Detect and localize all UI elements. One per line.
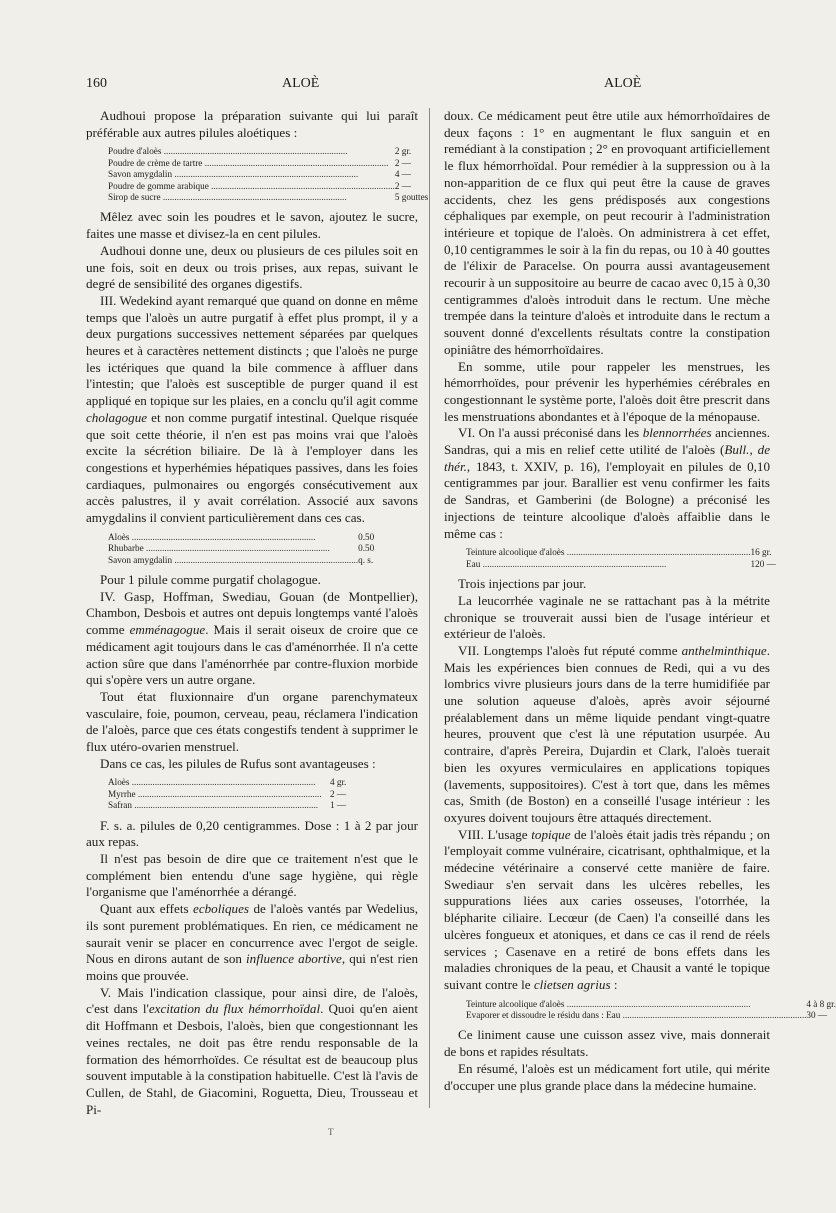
paragraph: III. Wedekind ayant remarqué que quand on donne en même temps que l'aloès un autre purgatif à effet plus prompt, il y a deux purgations successives nettement séparées par quelques heures et à caractères nettement distincts ; que l'aloès ne purge les ictériques que quand la bile commence à affluer dans l'intestin; que l'aloès est susceptible de purger quand il est appliqué en topique sur les plaies, en a conclu qu'il agit comme cholagogue et non comme purgatif intestinal. Quelque risquée que soit cette théorie, il n'en est pas moins vrai que l'aloès excite la sécrétion biliaire. De là à l'employer dans les congestions et hyperhémies hépatiques passives, dans les foies cardiaques, pulmonaires ou engorgés consécutivement aux accès palustres, il y avait corrélation. Associé aux savons amygdalins il convient particulièrement dans ces cas. (86, 292, 418, 526)
paragraph: VIII. L'usage topique de l'aloès était jadis très répandu ; on l'employait comme vulnéraire, cicatrisant, ophthalmique, et la médecine vétérinaire a conservé cette manière de faire. Swediaur s'en servait dans les ulcères rebelles, les suppurations liées aux caries osseuses, l'otorrhée, la blépharite ciliaire. Lecœur (de Caen) l'a conseillé dans les ulcères fongueux et atoniques, et dans ce cas il rend de réels services ; Casenave en a retiré de bons effets dans les maladies chroniques de la peau, et Chausit a vanté le topique suivant contre le clietsen agrius : (444, 826, 770, 992)
ingredient-quantity: 2 gr. (394, 146, 412, 157)
paragraph: Il n'est pas besoin de dire que ce traitement n'est que le complément bien entendu d'une sage hygiène, qui règle l'organisme que l'aménorrhée a dérangé. (86, 851, 418, 900)
paragraph: Audhoui propose la préparation suivante qui lui paraît préférable aux autres pilules aloétiques : (86, 108, 418, 140)
ingredient-name: Aloès ................................................................................ (108, 777, 316, 788)
recipe-table (466, 547, 776, 570)
signature-mark: T (328, 1127, 334, 1137)
column-divider (429, 108, 430, 1108)
ingredient-name: Teinture alcoolique d'aloès ................................................................................ (466, 998, 751, 1009)
paragraph: La leucorrhée vaginale ne se rattachant pas à la métrite chronique se trouverait aussi bien de l'usage intérieur et extérieur de l'aloès. (444, 592, 770, 642)
ingredient-name: Eau ................................................................................ (466, 558, 667, 569)
paragraph: V. Mais l'indication classique, pour ainsi dire, de l'aloès, c'est dans l'excitation du flux hémorrhoïdal. Quoi qu'en aient dit Hoffmann et Desbois, l'aloès, bien que congestionnant les veines rectales, ne doit pas être rendu responsable de la formation des hémorrhoïdes. Ce résultat est de beaucoup plus souvent imputable à la constipation habituelle. C'est là l'avis de Cullen, de Stahl, de Giacomini, Roguetta, Dieu, Trousseau et Pi- (86, 984, 418, 1117)
paragraph: Audhoui donne une, deux ou plusieurs de ces pilules soit en une fois, soit en deux ou trois prises, aux repas, suivant le degré de sensibilité des organes digestifs. (86, 242, 418, 292)
ingredient-quantity: 4 gr. (330, 777, 347, 788)
ingredient-quantity: 4 — (394, 169, 411, 180)
recipe-row (108, 146, 428, 157)
page-number: 160 (86, 76, 107, 91)
ingredient-quantity: 2 — (330, 788, 347, 799)
ingredient-quantity: 0.50 (358, 531, 375, 542)
recipe-row (466, 559, 776, 570)
paragraph: Pour 1 pilule comme purgatif cholagogue. (100, 572, 321, 588)
ingredient-name: Safran ................................................................................ (108, 800, 319, 811)
ingredient-name: Poudre d'aloès ................................................................................ (108, 146, 348, 157)
paragraph: Mêlez avec soin les poudres et le savon, ajoutez le sucre, faites une masse et divisez-la en cent pilules. (86, 209, 418, 242)
recipe-row (108, 777, 346, 788)
paragraph: Tout état fluxionnaire d'un organe parenchymateux vasculaire, foie, poumon, cerveau, peau, réclamera l'indication de l'aloès, parce que ces états congestifs tendent à supprimer le flux utéro-ovarien menstruel. (86, 688, 418, 755)
paragraph: doux. Ce médicament peut être utile aux hémorrhoïdaires de deux façons : 1° en augmentant le flux sanguin et en remédiant à la constipation ; 2° en provoquant artificiellement le flux hémorrhoïdal. Pour remédier à la suppression ou à la non-apparition de ce flux qui peut être la cause de graves accidents, chez les gens prédisposés aux congestions céphaliques par exemple, on peut recourir à l'administration intérieure et topique de l'aloès. On administrera à cet effet, 0,10 centigrammes le soir à la fin du repas, ou 10 à 40 gouttes de l'élixir de Paracelse. On pourra aussi avantageusement recourir à un suppositoire au beurre de cacao avec 0,15 à 0,30 centigrammes d'aloès introduit dans le rectum. Une mèche trempée dans la teinture d'aloès et introduite dans le rectum a souvent donné d'excellents résultats contre la constipation opiniâtre des hémorrhoïdaires. (444, 108, 770, 357)
ingredient-name: Rhubarbe ................................................................................ (108, 543, 330, 554)
ingredient-quantity: 0.50 (358, 543, 375, 554)
paragraph: F. s. a. pilules de 0,20 centigrammes. Dose : 1 à 2 par jour aux repas. (86, 817, 418, 850)
left-column (86, 108, 429, 1118)
ingredient-name: Savon amygdalin ................................................................................ (108, 169, 359, 180)
recipe-table (466, 999, 836, 1022)
ingredient-quantity: 120 — (750, 558, 776, 569)
recipe-row (466, 999, 836, 1010)
recipe-table (108, 532, 374, 566)
paragraph: En somme, utile pour rappeler les menstrues, les hémorrhoïdes, pour prévenir les hyperhémies cérébrales en congestionnant le système porte, l'aloès doit être prescrit dans les menstruations abondantes et à l'époque de la ménopause. (444, 358, 770, 424)
recipe-row (108, 789, 346, 800)
recipe-row (108, 192, 428, 203)
ingredient-quantity: 30 — (806, 1010, 828, 1021)
ingredient-name: Evaporer et dissoudre le résidu dans : Eau ................................................................................ (466, 1010, 807, 1021)
recipe-row (108, 543, 374, 554)
ingredient-name: Poudre de crème de tartre ................................................................................ (108, 157, 389, 168)
recipe-table (108, 146, 428, 203)
recipe-table (108, 777, 346, 811)
ingredient-name: Sirop de sucre ................................................................................ (108, 192, 347, 203)
paragraph: VI. On l'a aussi préconisé dans les blennorrhées anciennes. Sandras, qui a mis en relief cette utilité de l'aloès (Bull., de thér., 1843, t. XXIV, p. 16), l'employait en pilules de 0,10 centigrammes par jour. Barallier est venu confirmer les faits de Sandras, et Gamberini (de Bologne) a préconisé les injections de teinture alcoolique d'aloès affaiblie dans le même cas : (444, 425, 770, 541)
paragraph: Ce liniment cause une cuisson assez vive, mais donnerait de bons et rapides résultats. (444, 1027, 770, 1060)
page-header (86, 76, 728, 96)
ingredient-name: Aloès ................................................................................ (108, 531, 316, 542)
recipe-row (108, 532, 374, 543)
ingredient-name: Myrrhe ................................................................................ (108, 788, 322, 799)
ingredient-quantity: 1 — (330, 800, 347, 811)
right-column (444, 108, 836, 1094)
running-title-left: ALOÈ (282, 76, 320, 91)
paragraph: En résumé, l'aloès est un médicament fort utile, qui mérite d'occuper une plus grande place dans la médecine humaine. (444, 1060, 770, 1093)
paragraph: IV. Gasp, Hoffman, Swediau, Gouan (de Montpellier), Chambon, Desbois et autres ont depuis longtemps vanté l'aloès comme emménagogue. Mais il serait oiseux de croire que ce médicament agit toujours dans le cas d'aménorrhée. Il n'a cette action sûre que dans l'aménorrhée par contre-fluxion morbide qui s'opère vers un autre organe. (86, 588, 418, 688)
recipe-row (466, 547, 776, 558)
recipe-row (108, 158, 428, 169)
paragraph: Dans ce cas, les pilules de Rufus sont avantageuses : (100, 755, 376, 771)
ingredient-name: Poudre de gomme arabique ................................................................................ (108, 180, 395, 191)
ingredient-name: Teinture alcoolique d'aloès ................................................................................ (466, 547, 751, 558)
paragraph: VII. Longtemps l'aloès fut réputé comme anthelminthique. Mais les expériences bien connues de Redi, qui a vu des lombrics vivre plusieurs jours dans de la terre humidifiée par une solution aqueuse d'aloès, après avoir séjourné préalablement dans un même liquide pendant vingt-quatre heures, prouvent que c'est là une réputation usurpée. Au contraire, d'après Pereira, Dujardin et Clark, l'aloès tuerait bien les oxyures vermiculaires en applications topiques (lavements, suppositoires). C'est à tort que, dans les mêmes cas, Smith (de Boston) en a conseillé l'usage intérieur : les oxyures doivent toujours être attaqués directement. (444, 642, 770, 825)
running-title-right: ALOÈ (604, 76, 642, 91)
paragraph: Quant aux effets ecboliques de l'aloès vantés par Wedelius, ils sont purement problématiques. En rien, ce médicament ne saurait venir se placer en concurrence avec l'ergot de seigle. Nous en dirons autant de son influence abortive, qui n'est rien moins que prouvée. (86, 901, 419, 983)
recipe-row (466, 1010, 836, 1021)
ingredient-quantity: 2 — (394, 157, 411, 168)
recipe-row (108, 169, 428, 180)
ingredient-quantity: 4 à 8 gr. (806, 998, 836, 1009)
recipe-row (108, 181, 428, 192)
ingredient-quantity: q. s. (358, 554, 374, 565)
recipe-row (108, 800, 346, 811)
recipe-row (108, 555, 374, 566)
ingredient-quantity: 16 gr. (750, 547, 772, 558)
paragraph: Trois injections par jour. (458, 576, 587, 592)
ingredient-name: Savon amygdalin ................................................................................ (108, 554, 359, 565)
ingredient-quantity: 5 gouttes (394, 192, 429, 203)
ingredient-quantity: 2 — (394, 180, 411, 191)
